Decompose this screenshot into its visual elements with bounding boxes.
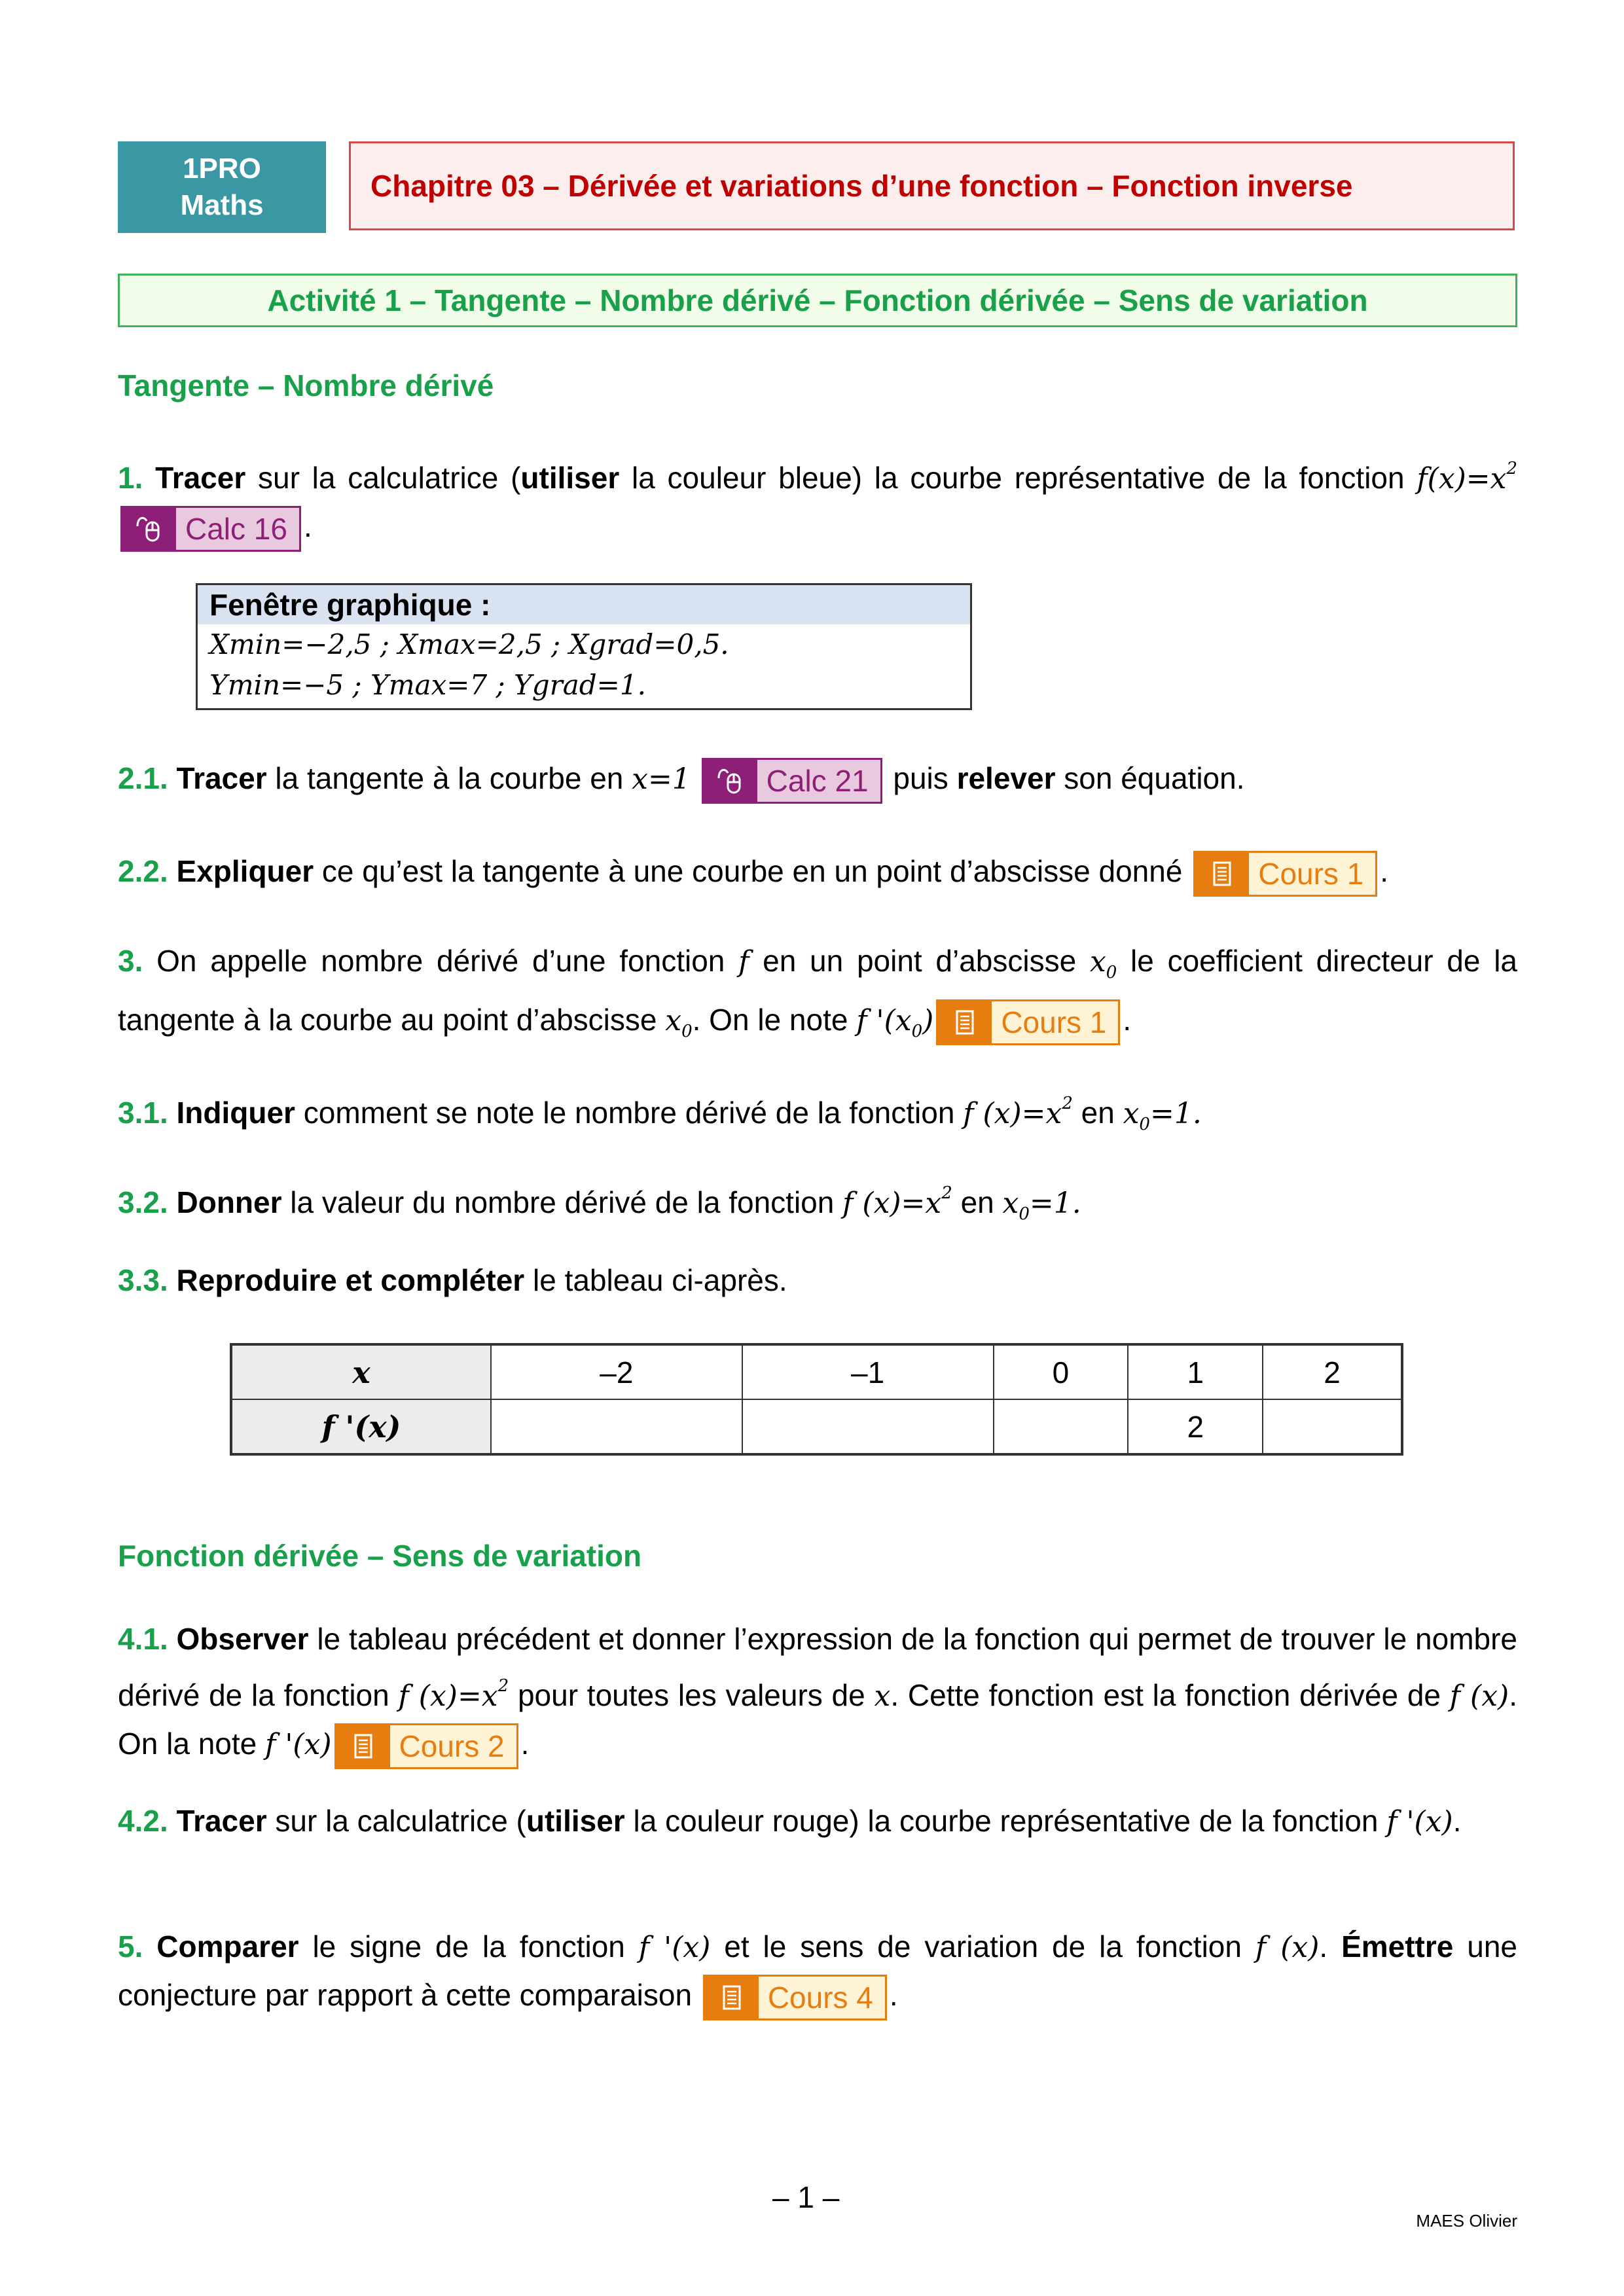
tag-label: Calc 16 [176, 508, 299, 550]
action-verb: Observer [176, 1622, 309, 1656]
calc-21-link[interactable] [702, 758, 882, 804]
text: et le sens de variation de la fonction [710, 1929, 1255, 1964]
question-number: 3.2. [118, 1185, 168, 1219]
table-cell[interactable] [742, 1399, 994, 1454]
cours-1-link[interactable] [936, 999, 1120, 1045]
text: le signe de la fonction [298, 1929, 639, 1964]
text: le coefficient directeur [1117, 944, 1434, 978]
window-x-settings: Xmin=−2,5 ; Xmax=2,5 ; Xgrad=0,5. [209, 628, 729, 660]
document-icon [336, 1725, 390, 1767]
question-4-2 [118, 1797, 1517, 1846]
question-number: 3.3. [118, 1263, 168, 1297]
question-number: 1. [118, 461, 143, 495]
text: . [889, 1978, 898, 2012]
table-row [231, 1399, 1402, 1454]
table-cell: 0 [994, 1344, 1128, 1399]
bold-text: utiliser [520, 461, 620, 495]
question-number: 2.1. [118, 761, 168, 796]
text: pour toutes les valeurs de [509, 1678, 875, 1712]
question-number: 3.1. [118, 1096, 168, 1130]
formula: f $(x)=x^2$ [963, 1094, 1073, 1130]
text: la valeur du nombre dérivé de la fonction [281, 1185, 843, 1219]
text: une conjecture par rapport à cette comparaison [118, 1929, 1517, 2012]
text: . [303, 509, 312, 543]
text: . [1123, 1003, 1132, 1037]
action-verb: Tracer [155, 461, 246, 495]
table-cell: –2 [491, 1344, 742, 1399]
grade-level: 1PRO [183, 152, 261, 185]
activity-title-box [118, 274, 1517, 327]
question-number: 2.2. [118, 854, 168, 889]
table-row [231, 1344, 1402, 1399]
question-4-1 [118, 1615, 1517, 1769]
text: sur la calculatrice ( [245, 461, 521, 495]
document-icon [1195, 853, 1249, 895]
text: la couleur rouge) la courbe représentative de la fonction [624, 1804, 1387, 1838]
text: . [1319, 1929, 1342, 1964]
bold-text: Émettre [1341, 1929, 1454, 1964]
chapter-title: Chapitre 03 – Dérivée et variations d’une fonction – Fonction inverse [370, 169, 1353, 203]
formula: f [738, 945, 749, 978]
question-3-3 [118, 1261, 787, 1300]
action-verb: Reproduire et compléter [176, 1263, 525, 1297]
tag-label: Cours 1 [1249, 853, 1375, 895]
text: en [952, 1185, 1003, 1219]
text: sur la calculatrice ( [266, 1804, 526, 1838]
formula: $x_0=1$. [1123, 1097, 1202, 1134]
window-title: Fenêtre graphique : [198, 585, 970, 624]
action-verb: Tracer [176, 761, 267, 796]
formula: f '(x) [638, 1931, 711, 1964]
text: . [1380, 854, 1389, 889]
formula: f (x) [1449, 1679, 1509, 1713]
formula: $x_0=1$. [1002, 1187, 1081, 1224]
document-icon [705, 1977, 759, 2018]
formula: x=1 [632, 762, 691, 797]
formula: $x_0$ [1089, 945, 1117, 982]
question-number: 5. [118, 1929, 143, 1964]
text: en [1072, 1096, 1123, 1130]
formula: x [874, 1679, 891, 1713]
question-1 [118, 445, 1517, 552]
graph-window-settings [196, 583, 972, 710]
table-cell[interactable] [491, 1399, 742, 1454]
text: puis [884, 761, 957, 796]
question-3 [118, 937, 1517, 1055]
tag-label: Calc 21 [757, 760, 880, 802]
row-header-fprime: f '(x) [231, 1399, 491, 1454]
text: de la tangente à la courbe au point d’abscisse [118, 944, 1517, 1037]
formula: f '$(x_0)$ [856, 1004, 934, 1041]
text: le tableau ci-après. [524, 1263, 787, 1297]
text: le tableau précédent et donner l’expression de la fonction qui permet de trouver le nombre dérivé de la fonction [118, 1622, 1517, 1712]
text: ce qu’est la tangente à une courbe en un point d’abscisse donné [314, 854, 1191, 889]
text: la couleur bleue) la courbe représentative de la fonction [619, 461, 1405, 495]
question-3-1 [118, 1084, 1202, 1144]
text: On appelle nombre dérivé d’une fonction [143, 944, 739, 978]
mouse-icon [704, 760, 757, 802]
section-heading-tangente: Tangente – Nombre dérivé [118, 368, 494, 403]
grade-badge [118, 141, 326, 233]
formula: f '(x) [265, 1728, 332, 1761]
formula: f $(x)=x^2$ [842, 1183, 952, 1220]
table-cell: 2 [1128, 1399, 1263, 1454]
action-verb: Tracer [176, 1804, 267, 1838]
bold-text: relever [956, 761, 1056, 796]
values-table [230, 1343, 1403, 1456]
bold-text: utiliser [526, 1804, 625, 1838]
cours-1-link[interactable] [1193, 851, 1377, 897]
text: . [520, 1727, 530, 1761]
text: . On le note [692, 1003, 857, 1037]
question-number: 4.1. [118, 1622, 168, 1656]
page-number: – 1 – [772, 2180, 840, 2214]
text: . On la note [118, 1678, 1517, 1761]
action-verb: Donner [176, 1185, 282, 1219]
table-cell: 2 [1263, 1344, 1402, 1399]
question-2-1 [118, 758, 1245, 804]
action-verb: Expliquer [176, 854, 314, 889]
tag-label: Cours 2 [390, 1725, 516, 1767]
question-number: 3. [118, 944, 143, 978]
table-cell[interactable] [994, 1399, 1128, 1454]
cours-4-link[interactable] [703, 1975, 887, 2020]
table-cell: 1 [1128, 1344, 1263, 1399]
chapter-title-box [349, 141, 1515, 230]
text: en un point d’abscisse [749, 944, 1090, 978]
cours-2-link[interactable] [334, 1723, 518, 1769]
question-3-2 [118, 1174, 1081, 1234]
table-cell: –1 [742, 1344, 994, 1399]
activity-title: Activité 1 – Tangente – Nombre dérivé – Fonction dérivée – Sens de variation [267, 283, 1368, 317]
mouse-icon [122, 508, 176, 550]
table-cell[interactable] [1263, 1399, 1402, 1454]
tag-label: Cours 4 [759, 1977, 885, 2018]
calc-16-link[interactable] [120, 506, 301, 552]
tag-label: Cours 1 [992, 1001, 1118, 1043]
text: la tangente à la courbe en [266, 761, 632, 796]
text: . Cette fonction est la fonction dérivée de [890, 1678, 1450, 1712]
question-5 [118, 1923, 1517, 2020]
formula: f (x) [1255, 1931, 1320, 1964]
text: comment se note le nombre dérivé de la fonction [295, 1096, 964, 1130]
text: . [1453, 1804, 1462, 1838]
formula: f '(x) [1386, 1805, 1453, 1839]
question-2-2 [118, 851, 1388, 897]
text: son équation. [1055, 761, 1245, 796]
formula: $x_0$ [665, 1004, 693, 1041]
formula: f $(x)=x^2$ [398, 1676, 509, 1713]
question-number: 4.2. [118, 1804, 168, 1838]
window-y-settings: Ymin=−5 ; Ymax=7 ; Ygrad=1. [209, 669, 646, 701]
subject: Maths [180, 189, 264, 221]
formula: $f(x)=x^2$ [1416, 459, 1518, 495]
author: MAES Olivier [1416, 2211, 1517, 2231]
section-heading-fonction-derivee: Fonction dérivée – Sens de variation [118, 1539, 642, 1573]
action-verb: Indiquer [176, 1096, 295, 1130]
action-verb: Comparer [156, 1929, 299, 1964]
row-header-x: x [231, 1344, 491, 1399]
document-icon [938, 1001, 992, 1043]
